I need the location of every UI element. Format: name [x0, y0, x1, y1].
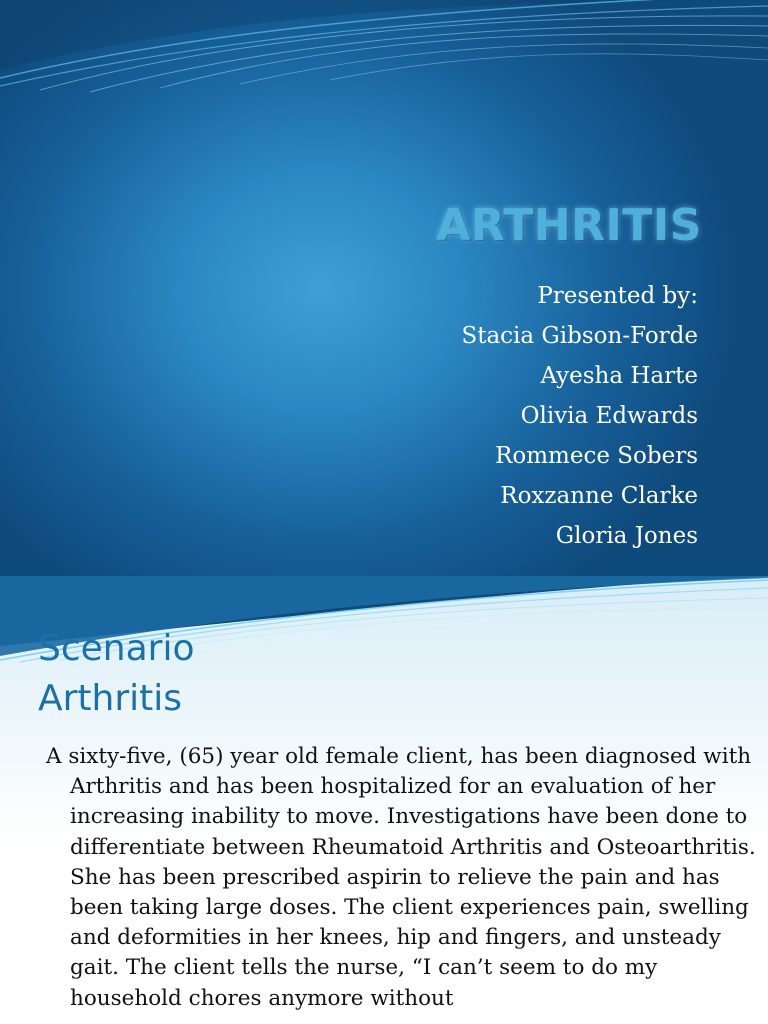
presented-by-label: Presented by: [537, 283, 698, 309]
presenter-list [278, 276, 698, 556]
presentation-title: ARTHRITIS [436, 200, 702, 251]
scenario-slide [0, 576, 768, 1024]
heading-line: Scenario [38, 628, 195, 669]
slide-heading [38, 624, 195, 724]
presenter-name: Rommece Sobers [495, 443, 698, 469]
presenter-name: Roxzanne Clarke [500, 483, 698, 509]
presenter-name: Olivia Edwards [520, 403, 698, 429]
presenter-name: Gloria Jones [555, 523, 698, 549]
presenter-name: Stacia Gibson-Forde [461, 323, 698, 349]
scenario-text: A sixty-five, (65) year old female client, has been diagnosed with Arthritis and has been hospitalized for an evaluation of her increasing inability to move. Investigations have been done to differentiate between Rheumatoid Arthritis and Osteoarthritis. She has been prescribed aspirin to relieve the pain and has been taking large doses. The client experiences pain, swelling and deformities in her knees, hip and fingers, and unsteady gait. The client tells the nurse, “I can’t seem to do my household chores anymore without [46, 744, 756, 1011]
heading-line: Arthritis [38, 678, 183, 719]
presenter-name: Ayesha Harte [540, 363, 698, 389]
